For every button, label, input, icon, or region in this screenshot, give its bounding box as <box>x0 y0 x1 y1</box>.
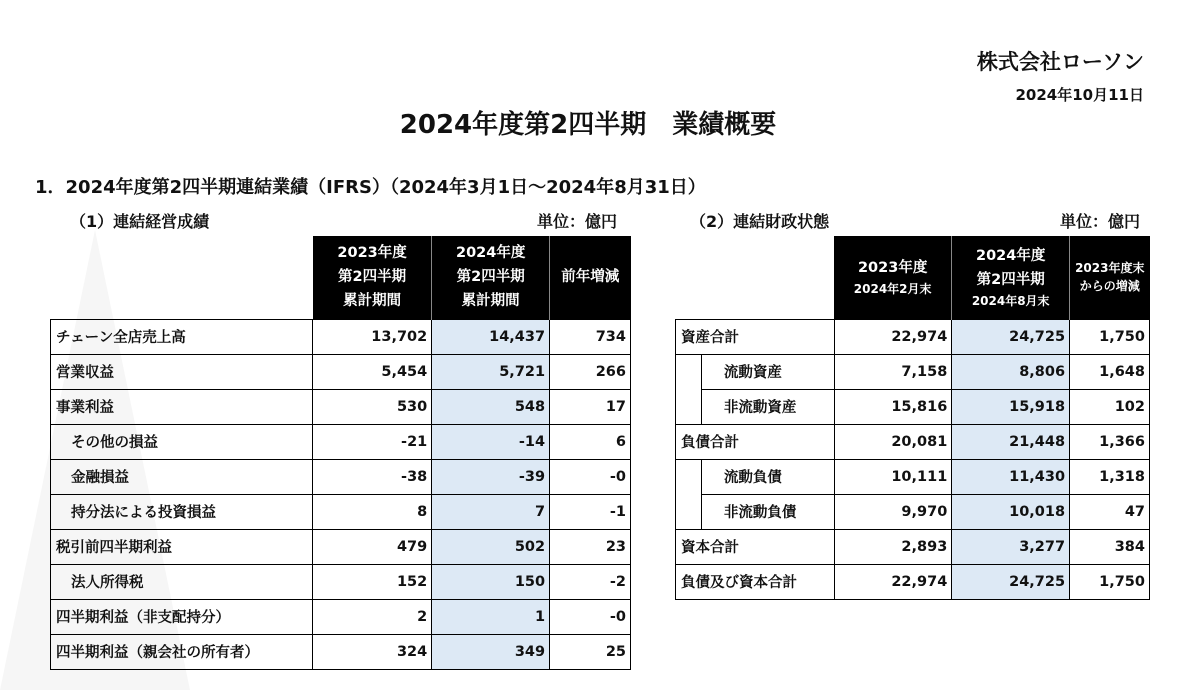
table-row: 流動資産 7,158 8,806 1,648 <box>676 354 1150 389</box>
table-row: 非流動資産 15,816 15,918 102 <box>676 389 1150 424</box>
table-row: 事業利益 530 548 17 <box>51 389 631 424</box>
table-row: 流動負債 10,111 11,430 1,318 <box>676 459 1150 494</box>
header-fy2024-q2: 2024年度 第2四半期 2024年8月末 <box>952 236 1070 319</box>
table-row: 資産合計 22,974 24,725 1,750 <box>676 319 1150 354</box>
table-row: 資本合計 2,893 3,277 384 <box>676 529 1150 564</box>
table-row: 非流動負債 9,970 10,018 47 <box>676 494 1150 529</box>
header-blank <box>51 236 313 319</box>
page-title: 2024年度第2四半期 業績概要 <box>399 110 777 140</box>
right-unit-label: 単位：億円 <box>1060 212 1141 231</box>
table-row: 四半期利益（非支配持分） 2 1 -0 <box>51 599 631 634</box>
table-row: 法人所得税 152 150 -2 <box>51 564 631 599</box>
header-yoy: 前年増減 <box>550 236 631 319</box>
table-row: 金融損益 -38 -39 -0 <box>51 459 631 494</box>
table-row: 負債合計 20,081 21,448 1,366 <box>676 424 1150 459</box>
table-row: 四半期利益（親会社の所有者） 324 349 25 <box>51 634 631 669</box>
financial-position-table <box>675 236 1150 600</box>
header-fy2023: 2023年度 第2四半期 累計期間 <box>313 236 432 319</box>
left-subtitle: （1）連結経営成績 <box>70 212 210 231</box>
header-blank <box>676 236 835 319</box>
header-change: 2023年度末 からの増減 <box>1070 236 1150 319</box>
header-fy2023-end: 2023年度 2024年2月末 <box>834 236 952 319</box>
report-date: 2024年10月11日 <box>1015 86 1144 104</box>
header-fy2024: 2024年度 第2四半期 累計期間 <box>432 236 550 319</box>
right-subtitle: （2）連結財政状態 <box>690 212 830 231</box>
company-name: 株式会社ローソン <box>976 50 1144 74</box>
table-row: その他の損益 -21 -14 6 <box>51 424 631 459</box>
table-row: 税引前四半期利益 479 502 23 <box>51 529 631 564</box>
table-row: チェーン全店売上高 13,702 14,437 734 <box>51 319 631 354</box>
table-row: 営業収益 5,454 5,721 266 <box>51 354 631 389</box>
left-unit-label: 単位：億円 <box>537 212 618 231</box>
table-row: 負債及び資本合計 22,974 24,725 1,750 <box>676 564 1150 599</box>
table-row: 持分法による投資損益 8 7 -1 <box>51 494 631 529</box>
section-heading: 1．2024年度第2四半期連結業績（IFRS）（2024年3月1日～2024年8月31日） <box>35 177 706 198</box>
operating-results-table <box>50 236 631 670</box>
